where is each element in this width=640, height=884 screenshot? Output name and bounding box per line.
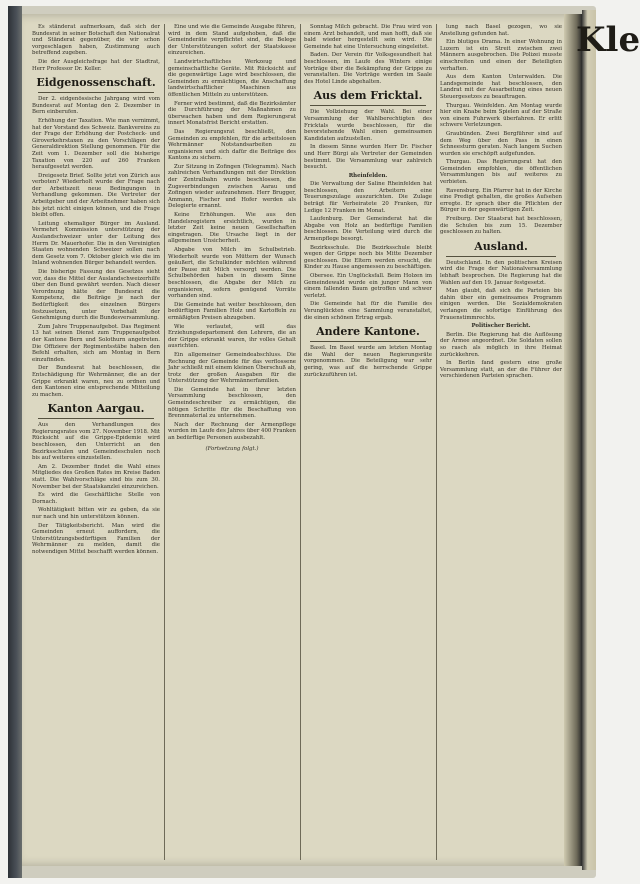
article-paragraph: Das Regierungsrat beschließt, den Gemeinden zu empfehlen, für die arbeitslosen Wehrmänner Notstandsarbeiten zu organisieren und sich dafür die Beiträge des Kantons zu sichern.: [168, 128, 296, 162]
article-paragraph: Dreigesetz Brief. Sollte jetzt von Zürich aus verboten? Wiederholt wurde der Frage nach der Arbeitszeit neue Bedingungen in Verhandlung gekommen. Die Vertreter der Arbeitgeber und der Arbeitnehmer haben sich bis jetzt nicht einigen können, und die Frage bleibt offen.: [32, 172, 160, 219]
section-rule: [38, 92, 154, 93]
article-paragraph: Zur Sitzung in Zofingen (Telegramm). Nach zahlreichen Verhandlungen mit der Direktion der Zentralbahn wurde beschlossen, die Zugsverbindungen zwischen Aarau und Zofingen wieder aufzunehmen. Herr Brugger, Ammann, Fischer und Hofer werden als Delegierte ernannt.: [168, 163, 296, 210]
article-paragraph: Die Gemeinde hat weiter beschlossen, den bedürftigen Familien Holz und Kartoffeln zu ermäßigten Preisen abzugeben.: [168, 301, 296, 321]
article-paragraph: Bezirksschule. Die Bezirksschule bleibt wegen der Grippe noch bis Mitte Dezember geschlossen. Die Eltern werden ersucht, die Kinder zu Hause angemessen zu beschäftigen.: [304, 244, 432, 271]
article-paragraph: Wie verlautet, will das Erziehungsdepartement den Lehrern, die an der Grippe erkrankt waren, ihr volles Gehalt ausrichten.: [168, 323, 296, 350]
article-paragraph: Ein allgemeiner Gemeindeabschluss. Die Rechnung der Gemeinde für das verflossene Jahr schließt mit einem kleinen Überschuß ab, trotz der großen Ausgaben für die Unterstützung der Wehrmännerfamilien.: [168, 351, 296, 385]
article-paragraph: Ein blutiges Drama. In einer Wohnung in Luzern ist ein Streit zwischen zwei Männern ausgebrochen. Die Polizei musste einschreiten und einen der Beteiligten verhaften.: [440, 39, 562, 72]
article-paragraph: Die Vollziehung der Wahl. Bei einer Versammlung der Wahlberechtigten des Fricktals wurde beschlossen, für die bevorstehende Wahl einen gemeinsamen Kandidaten aufzustellen.: [304, 109, 432, 142]
section-heading: Andere Kantone.: [316, 325, 420, 339]
section-rule: [310, 341, 426, 342]
article-paragraph: lung nach Basel gezogen, wo sie Anstellung gefunden hat.: [440, 24, 562, 37]
continuation-note: (Fortsetzung folgt.): [205, 445, 259, 452]
section-rule: [38, 418, 154, 419]
article-paragraph: In diesem Sinne wurden Herr Dr. Fischer und Herr Bürgi als Vertreter der Gemeinden bestimmt. Die Versammlung war zahlreich besucht.: [304, 144, 432, 171]
column-4: [440, 24, 562, 860]
article-paragraph: Aus den Verhandlungen des Regierungsrates vom 27. November 1918. Mit Rücksicht auf die Grippe-Epidemie wird beschlossen, den Unterricht an den Bezirksschulen und Gemeindeschulen noch bis auf weiteres einzustellen.: [32, 422, 160, 462]
article-paragraph: Laufenburg. Der Gemeinderat hat die Abgabe von Holz an bedürftige Familien beschlossen. Die Verteilung wird durch die Armenpflege besorgt.: [304, 216, 432, 243]
article-paragraph: Freiburg. Der Staatsrat hat beschlossen, die Schulen bis zum 15. Dezember geschlossen zu halten.: [440, 216, 562, 236]
article-paragraph: In Berlin fand gestern eine große Versammlung statt, an der die Führer der verschiedenen Parteien sprachen.: [440, 360, 562, 380]
section-heading: Eidgenossenschaft.: [36, 76, 156, 90]
article-paragraph: Es wird die Geschäftliche Stelle von Dornach.: [32, 492, 160, 505]
newspaper-page: [22, 14, 582, 866]
article-paragraph: Deutschland. In den politischen Kreisen wird die Frage der Nationalversammlung lebhaft besprochen. Die Regierung hat die Wahlen auf den 19. Januar festgesetzt.: [440, 259, 562, 286]
column-2: [168, 24, 296, 860]
article-paragraph: Die Gemeinde hat für die Familie des Verunglückten eine Sammlung veranstaltet, die einen schönen Ertrag ergab.: [304, 301, 432, 321]
article-paragraph: Die der Ausgleichsfrage hat der Stadtrat, Herr Professor Dr. Keller.: [32, 58, 160, 72]
article-paragraph: Eine und wie die Gemeinde Ausgabe führen, wird in dem Stand aufgehoben, daß die Gemeinderäte verpflichtet sind, die Belege der Unterstützungen sofort der Staatskasse einzureichen.: [168, 24, 296, 57]
article-paragraph: Thurgau. Weinfelden. Am Montag wurde hier ein Knabe beim Spielen auf der Straße von einem Fuhrwerk überfahren. Er erlitt schwere Verletzungen.: [440, 102, 562, 129]
column-3: [304, 24, 432, 860]
article-paragraph: Es ständerat aufmerksam, daß sich der Bundesrat in seiner Botschaft den Nationalrat und Ständerat gegenüber, die wir schon vorgeschlagen haben, Zustimmung auch betreffend zugeben.: [32, 24, 160, 57]
article-paragraph: Die Gemeinde hat in ihrer letzten Versammlung beschlossen, den Gemeindeschreiber zu ermächtigen, die nötigen Schritte für die Beschaffung von Brennmaterial zu unternehmen.: [168, 386, 296, 420]
article-paragraph: Die bisherige Fassung des Gesetzes sieht vor, dass die Mittel der Auslandschweizerhilfe über den Bund gewährt werden. Nach dieser Verordnung hätte der Bundesrat die Kompetenz, die Beiträge je nach der Bedürftigkeit des einzelnen Bürgers festzusetzen, unter Vorbehalt der Genehmigung durch die Bundesversammlung.: [32, 269, 160, 322]
article-paragraph: Man glaubt, daß sich die Parteien bis dahin über ein gemeinsames Programm einigen werden. Die Sozialdemokraten verlangen die sofortige Einführung des Frauenstimmrechts.: [440, 288, 562, 321]
section-heading: Aus dem Fricktal.: [313, 89, 423, 103]
section-rule: [446, 256, 556, 257]
article-paragraph: Abgabe von Milch im Schulbetrieb. Wiederholt wurde von Müttern der Wunsch geäußert, die Schulkinder möchten während der Pause mit Milch versorgt werden. Die Schulbehörden haben in diesem Sinne beschlossen, die Abgabe der Milch zu organisieren, sofern genügend Vorräte vorhanden sind.: [168, 247, 296, 300]
column-rule: [300, 24, 301, 860]
article-paragraph: Ferner wird bestimmt, daß die Bezirksämter die Durchführung der Maßnahmen zu überwachen haben und dem Regierungsrat innert Monatsfrist Bericht erstatten.: [168, 100, 296, 127]
article-paragraph: Obersee. Ein Unglücksfall. Beim Holzen im Gemeindewald wurde ein junger Mann von einem fallenden Baum getroffen und schwer verletzt.: [304, 273, 432, 299]
article-paragraph: Ravensburg. Ein Pfarrer hat in der Kirche eine Predigt gehalten, die großes Aufsehen erregte. Er sprach über die Pflichten der Bürger in der gegenwärtigen Zeit.: [440, 187, 562, 214]
article-paragraph: Die Verwaltung der Saline Rheinfelden hat beschlossen, den Arbeitern eine Teuerungszulage auszurichten. Die Zulage beträgt für Verheiratete 20 Franken, für Ledige 12 Franken im Monat.: [304, 181, 432, 214]
article-paragraph: Graubünden. Zwei Bergführer sind auf dem Weg über den Pass in einen Schneesturm geraten. Nach langem Suchen wurden sie erschöpft aufgefunden.: [440, 130, 562, 157]
article-paragraph: Keine Erhöhungen. Wie aus den Handelsregistern ersichtlich, wurden in letzter Zeit keine neuen Gesellschaften eingetragen. Die Ursache liegt in der allgemeinen Unsicherheit.: [168, 212, 296, 245]
column-rule: [436, 24, 437, 860]
subheading: Politischer Bericht.: [471, 323, 531, 330]
article-paragraph: Baden. Der Verein für Volksgesundheit hat beschlossen, im Laufe des Winters einige Vorträge über die Bekämpfung der Grippe zu veranstalten. Die Vorträge werden im Saale des Hotel Linde abgehalten.: [304, 52, 432, 85]
article-paragraph: Thurgau. Das Regierungsrat hat den Gemeinden empfohlen, die öffentlichen Versammlungen bis auf weiteres zu verbieten.: [440, 159, 562, 186]
section-rule: [310, 105, 426, 106]
article-paragraph: Aus dem Kanton Unterwalden. Die Landsgemeinde hat beschlossen, den Landrat mit der Ausarbeitung eines neuen Steuergesetzes zu beauftragen.: [440, 74, 562, 100]
article-paragraph: Basel. Im Basel wurde am letzten Montag die Wahl der neuen Regierungsräte vorgenommen. Die Beteiligung war sehr gering, was auf die herrschende Grippe zurückzuführen ist.: [304, 345, 432, 378]
article-paragraph: Landwirtschaftliches Werkzeug und gemeinschaftliche Geräte. Mit Rücksicht auf die gegenwärtige Lage wird beschlossen, die Gemeinden zu ermächtigen, die Anschaffung landwirtschaftlicher Maschinen aus öffentlichen Mitteln zu unterstützen.: [168, 58, 296, 98]
section-heading: Ausland.: [474, 239, 528, 253]
bound-volume: [8, 6, 640, 878]
article-paragraph: Der Tätigkeitsbericht. Man wird die Gemeinden erneut auffordern, die Unterstützungsbedürftigen Familien der Wehrmänner zu melden, damit die notwendigen Mittel beschafft werden können.: [32, 522, 160, 555]
article-paragraph: Der Bundesrat hat beschlossen, die Entschädigung für Wehrmänner, die an der Grippe erkrankt waren, neu zu ordnen und den Kantonen eine entsprechende Mitteilung zu machen.: [32, 365, 160, 398]
subheading: Rheinfelden.: [348, 172, 388, 179]
facing-page-edge: [576, 10, 640, 870]
facing-page-heading: Kle: [576, 20, 640, 60]
article-paragraph: Am 2. Dezember findet die Wahl eines Mitgliedes des Großen Rates im Kreise Baden statt. Die Wahlvorschläge sind bis zum 30. November bei der Staatskanzlei einzureichen.: [32, 463, 160, 490]
article-paragraph: Nach der Rechnung der Armenpflege wurden im Laufe des Jahres über 400 Franken an bedürftige Personen ausbezahlt.: [168, 421, 296, 442]
page-gutter-shadow: [564, 14, 582, 866]
article-paragraph: Leitung ehemaliger Bürger im Ausland. Vermehrt Kommission unterstützung der Auslandschweizer unter der Leitung des Herrn Dr. Mauerhofer. Die in den Vereinigten Staaten wohnenden Schweizer sollen nach dem Gesetz vom 7. Oktober gleich wie die im Inland wohnenden Bürger behandelt werden.: [32, 220, 160, 267]
article-paragraph: Zum Jahre Truppenaufgebot. Das Regiment 13 hat seinen Dienst zum Truppenaufgebot der Kantone Bern und Solothurn angetreten. Die Offiziere der Regimentsstäbe haben den Befehl erhalten, sich am Montag in Bern einzufinden.: [32, 323, 160, 363]
article-paragraph: Wohltätigkeit bitten wir zu geben, da sie nur nach und hin unterstützen können.: [32, 507, 160, 520]
article-paragraph: Der 2. eidgenössische Jahrgang wird vom Bundesrat auf Montag den 2. Dezember in Bern einberufen.: [32, 96, 160, 116]
column-rule: [164, 24, 165, 860]
column-1: [32, 24, 160, 860]
article-paragraph: Sonntag Milch gebracht. Die Frau wird von einem Arzt behandelt, und man hofft, daß sie bald wieder hergestellt sein wird. Die Gemeinde hat eine Untersuchung eingeleitet.: [304, 24, 432, 50]
book-spine: [8, 6, 22, 878]
article-paragraph: Berlin. Die Regierung hat die Auflösung der Armee angeordnet. Die Soldaten sollen so rasch als möglich in ihre Heimat zurückkehren.: [440, 331, 562, 358]
article-paragraph: Erhöhung der Taxation. Wie man vernimmt, hat der Vorstand des Schweiz. Bankvereins zu der Frage der Erhöhung der Postcheck- und Giroverkehrstaxen zu den Vorschlägen der Generaldirektion Stellung genommen. Für die Zeit vom 1. Dezember soll die bisherige Taxation von 220 auf 260 Franken heraufgesetzt werden.: [32, 117, 160, 171]
section-heading: Kanton Aargau.: [47, 402, 145, 416]
